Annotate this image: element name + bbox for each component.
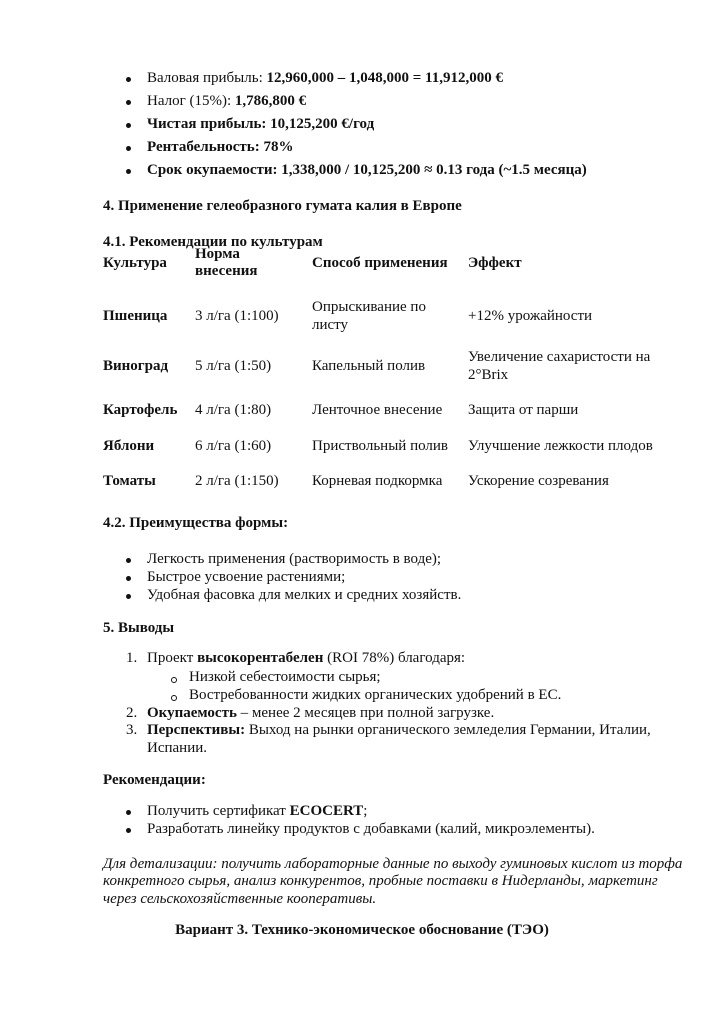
cell-method: Корневая подкормка	[312, 473, 443, 489]
list-number: 1.	[126, 650, 138, 666]
cell-method: Приствольный полив	[312, 438, 448, 454]
value: Срок окупаемости: 1,338,000 / 10,125,200 ≈ 0.13 года (~1.5 месяца)	[147, 162, 587, 178]
list-item: Удобная фасовка для мелких и средних хозяйств.	[147, 587, 462, 603]
value: Рентабельность: 78%	[147, 139, 294, 155]
recommendations-heading: Рекомендации:	[103, 772, 206, 788]
cell-effect: Увеличение сахаристости на	[468, 349, 651, 365]
note-line: через сельскохозяйственные кооперативы.	[103, 891, 377, 907]
text-bold: Перспективы:	[147, 722, 246, 738]
list-number: 3.	[126, 722, 138, 738]
text: ;	[363, 803, 368, 819]
list-item	[147, 649, 465, 667]
cell-effect: Улучшение лежкости плодов	[468, 438, 653, 454]
text: Выход на рынки органического земледелия Германии, Италии,	[245, 722, 651, 738]
table-header: внесения	[195, 263, 258, 279]
cell-rate: 4 л/га (1:80)	[195, 402, 272, 418]
table-header: Эффект	[468, 255, 522, 271]
cell-crop: Пшеница	[103, 308, 168, 324]
list-item-continuation: Испании.	[147, 740, 208, 756]
bullet-icon	[126, 77, 131, 82]
text: (ROI 78%) благодаря:	[323, 650, 466, 666]
cell-crop: Томаты	[103, 473, 156, 489]
label: Валовая прибыль:	[147, 70, 267, 86]
bullet-icon	[126, 100, 131, 105]
cell-effect: +12% урожайности	[468, 308, 593, 324]
cell-crop: Картофель	[103, 402, 178, 418]
label: Налог (15%):	[147, 93, 235, 109]
bullet-icon	[126, 146, 131, 151]
list-item	[147, 802, 367, 820]
cell-rate: 5 л/га (1:50)	[195, 358, 272, 374]
cell-method: Ленточное внесение	[312, 402, 443, 418]
bullet-icon	[126, 576, 131, 581]
bullet-icon	[126, 558, 131, 563]
cell-method: Опрыскивание по	[312, 299, 426, 315]
sub-list-item: Востребованности жидких органических удобрений в ЕС.	[189, 687, 562, 703]
cell-crop: Виноград	[103, 358, 169, 374]
list-item: Легкость применения (растворимость в воде);	[147, 551, 442, 567]
text-bold: ECOCERT	[289, 803, 364, 819]
value: 12,960,000 – 1,048,000 = 11,912,000 €	[266, 70, 503, 86]
value: Чистая прибыль: 10,125,200 €/год	[147, 116, 375, 132]
circle-bullet-icon	[171, 677, 177, 683]
cell-crop: Яблони	[103, 438, 155, 454]
list-item	[147, 704, 494, 722]
list-item: Быстрое усвоение растениями;	[147, 569, 346, 585]
list-number: 2.	[126, 705, 138, 721]
table-header: Культура	[103, 255, 167, 271]
subsection-heading: 4.1. Рекомендации по культурам	[103, 234, 323, 250]
table-header: Способ применения	[312, 255, 448, 271]
next-section-heading: Вариант 3. Технико-экономическое обоснование (ТЭО)	[175, 922, 549, 938]
note-line: конкретного сырья, анализ конкурентов, пробные поставки в Нидерланды, маркетинг	[103, 873, 658, 889]
bullet-icon	[126, 169, 131, 174]
value: 1,786,800 €	[234, 93, 307, 109]
cell-method: Капельный полив	[312, 358, 426, 374]
bullet-icon	[126, 594, 131, 599]
text: Проект	[147, 650, 198, 666]
subsection-heading: 4.2. Преимущества формы:	[103, 515, 289, 531]
cell-effect: Защита от парши	[468, 402, 579, 418]
list-item	[147, 161, 587, 179]
bullet-icon	[126, 123, 131, 128]
list-item: Разработать линейку продуктов с добавками (калий, микроэлементы).	[147, 821, 595, 837]
cell-method: листу	[312, 317, 349, 333]
cell-rate: 3 л/га (1:100)	[195, 308, 279, 324]
circle-bullet-icon	[171, 695, 177, 701]
list-item	[147, 115, 374, 133]
section-heading: 4. Применение гелеобразного гумата калия в Европе	[103, 198, 462, 214]
cell-effect: 2°Brix	[468, 367, 509, 383]
list-item	[147, 69, 503, 87]
sub-list-item: Низкой себестоимости сырья;	[189, 669, 381, 685]
section-heading: 5. Выводы	[103, 620, 175, 636]
bullet-icon	[126, 828, 131, 833]
bullet-icon	[126, 810, 131, 815]
list-item	[147, 721, 651, 739]
cell-rate: 6 л/га (1:60)	[195, 438, 272, 454]
text: Получить сертификат	[147, 803, 290, 819]
note-line: Для детализации: получить лабораторные данные по выходу гуминовых кислот из торфа	[103, 856, 683, 872]
table-header: Норма	[195, 246, 240, 262]
list-item	[147, 92, 306, 110]
cell-rate: 2 л/га (1:150)	[195, 473, 279, 489]
text: – менее 2 месяцев при полной загрузке.	[236, 705, 495, 721]
text-bold: Окупаемость	[147, 705, 237, 721]
list-item	[147, 138, 293, 156]
text-bold: высокорентабелен	[197, 650, 324, 666]
cell-effect: Ускорение созревания	[468, 473, 609, 489]
